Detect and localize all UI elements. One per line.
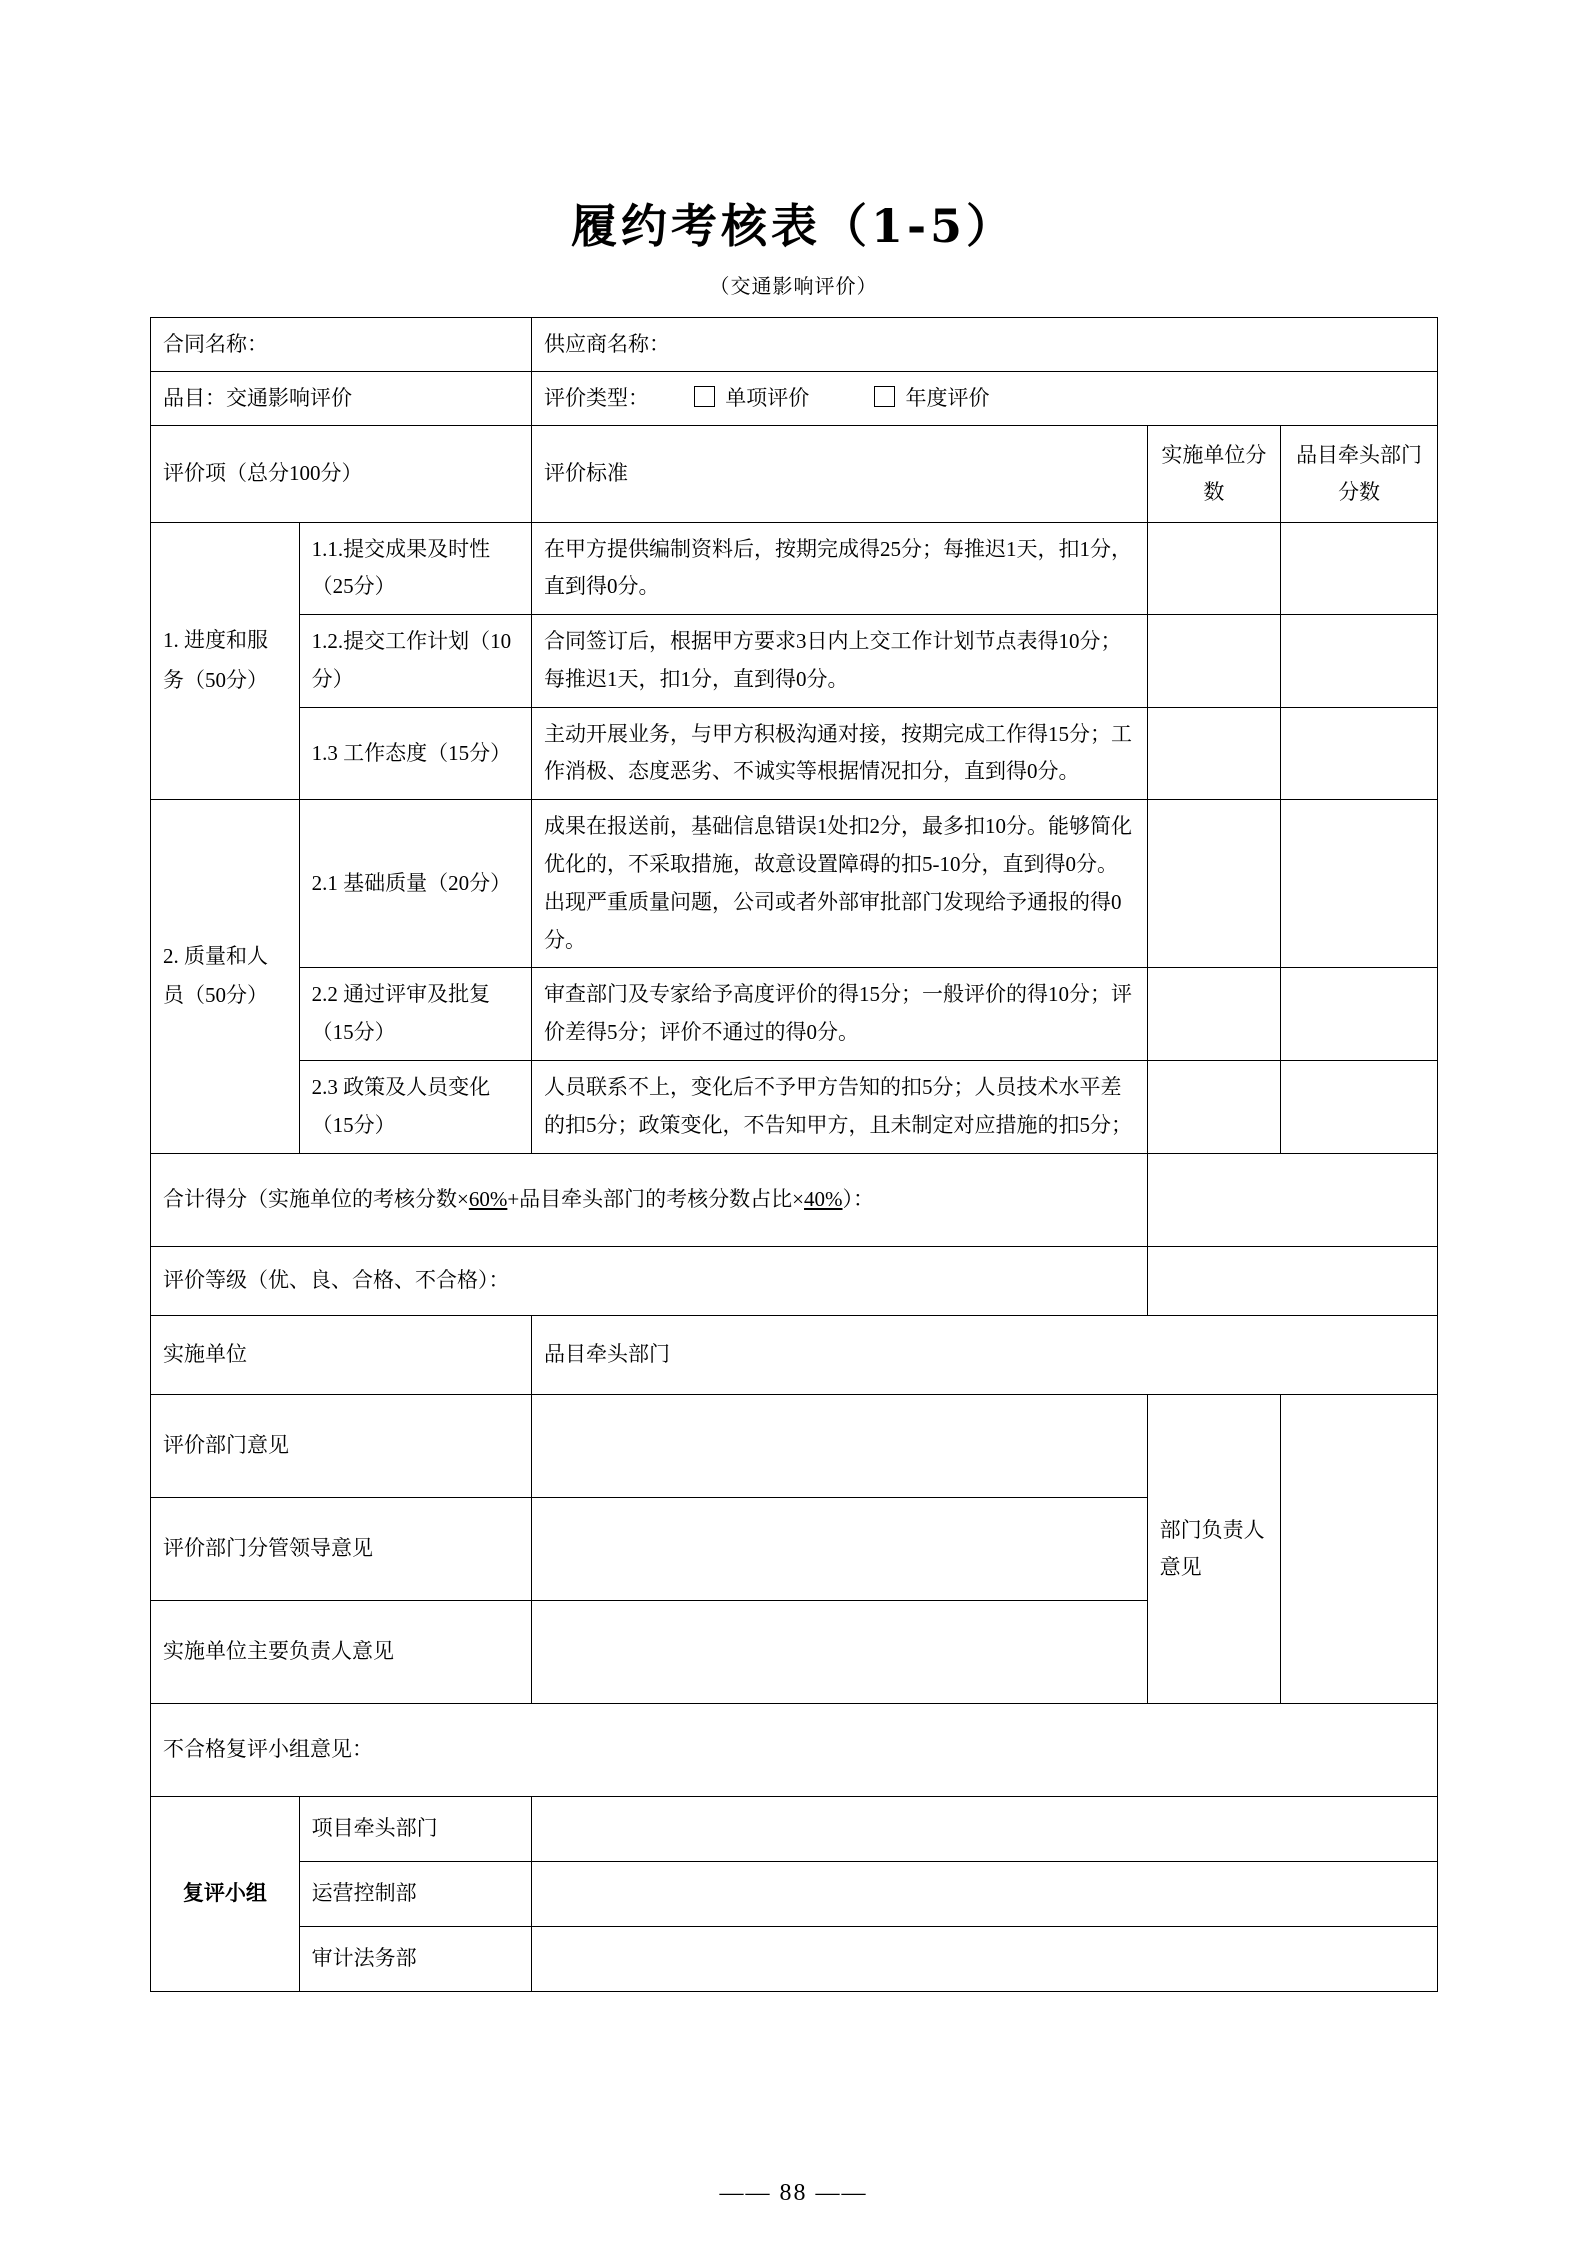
score-cell-impl[interactable]: [1147, 1061, 1281, 1154]
col-header-lead-dept-score: 品目牵头部门分数: [1281, 425, 1438, 522]
review-member-1-signature[interactable]: [531, 1796, 1437, 1861]
score-cell-lead[interactable]: [1281, 615, 1438, 708]
review-member-2: 运营控制部: [299, 1861, 531, 1926]
section-2-item-3-standard: 人员联系不上，变化后不予甲方告知的扣5分；人员技术水平差的扣5分；政策变化，不告知甲方，且未制定对应措施的扣5分；: [531, 1061, 1147, 1154]
fail-review-label: 不合格复评小组意见：: [151, 1703, 1438, 1796]
col-header-impl-unit-score: 实施单位分数: [1147, 425, 1281, 522]
review-member-3-signature[interactable]: [531, 1926, 1437, 1991]
table-row: [151, 800, 1438, 968]
eval-type-cell: [531, 371, 1437, 425]
section-2-item-2-label: 2.2 通过评审及批复（15分）: [299, 968, 531, 1061]
opinion-value-eval-dept-leader[interactable]: [531, 1497, 1147, 1600]
score-cell-impl[interactable]: [1147, 968, 1281, 1061]
section-2-item-1-label: 2.1 基础质量（20分）: [299, 800, 531, 968]
table-row: [151, 522, 1438, 615]
supplier-name-label: 供应商名称：: [531, 318, 1437, 372]
table-row: [151, 968, 1438, 1061]
table-row: [151, 615, 1438, 708]
page-number: —— 88 ——: [719, 2180, 868, 2206]
total-score-weight-lead: 40%: [804, 1187, 843, 1212]
table-header-row: [151, 425, 1438, 522]
grade-value[interactable]: [1147, 1246, 1437, 1315]
grade-label: 评价等级（优、良、合格、不合格）：: [151, 1246, 1148, 1315]
opinion-label-eval-dept: 评价部门意见: [151, 1394, 532, 1497]
assessment-table: [150, 317, 1438, 1992]
score-cell-lead[interactable]: [1281, 707, 1438, 800]
table-row: [151, 1861, 1438, 1926]
section-2-item-2-standard: 审查部门及专家给予高度评价的得15分；一般评价的得10分；评价差得5分；评价不通过的得0分。: [531, 968, 1147, 1061]
lead-dept-header: 品目牵头部门: [531, 1315, 1437, 1394]
table-row: [151, 1153, 1438, 1246]
score-cell-lead[interactable]: [1281, 800, 1438, 968]
review-member-2-signature[interactable]: [531, 1861, 1437, 1926]
col-header-eval-standard: 评价标准: [531, 425, 1147, 522]
table-row: [151, 1315, 1438, 1394]
table-row: [151, 1061, 1438, 1154]
total-score-value[interactable]: [1147, 1153, 1437, 1246]
table-row: [151, 1246, 1438, 1315]
section-1-item-2-standard: 合同签订后，根据甲方要求3日内上交工作计划节点表得10分；每推迟1天，扣1分，直到得0分。: [531, 615, 1147, 708]
section-1-group-label: 1. 进度和服务（50分）: [151, 522, 300, 800]
section-1-item-3-label: 1.3 工作态度（15分）: [299, 707, 531, 800]
dept-head-opinion-label: 部门负责人意见: [1147, 1394, 1281, 1703]
table-row: [151, 371, 1438, 425]
checkbox-icon[interactable]: [694, 386, 715, 407]
checkbox-icon[interactable]: [874, 386, 895, 407]
table-row: [151, 1926, 1438, 1991]
table-row: [151, 318, 1438, 372]
total-score-part-3: ）：: [842, 1187, 875, 1212]
opinion-label-impl-unit-head: 实施单位主要负责人意见: [151, 1600, 532, 1703]
opinion-label-eval-dept-leader: 评价部门分管领导意见: [151, 1497, 532, 1600]
review-member-1: 项目牵头部门: [299, 1796, 531, 1861]
total-score-part-2: +品目牵头部门的考核分数占比×: [507, 1187, 805, 1212]
col-header-eval-item: 评价项（总分100分）: [151, 425, 532, 522]
eval-type-option-annual[interactable]: [874, 380, 989, 417]
score-cell-impl[interactable]: [1147, 800, 1281, 968]
eval-type-label: 评价类型：: [543, 385, 649, 410]
section-2-group-label: 2. 质量和人员（50分）: [151, 800, 300, 1153]
eval-type-option-single-label: 单项评价: [725, 385, 810, 410]
opinion-value-impl-unit-head[interactable]: [531, 1600, 1147, 1703]
score-cell-lead[interactable]: [1281, 968, 1438, 1061]
score-cell-impl[interactable]: [1147, 522, 1281, 615]
score-cell-lead[interactable]: [1281, 1061, 1438, 1154]
opinion-value-eval-dept[interactable]: [531, 1394, 1147, 1497]
table-row: [151, 1394, 1438, 1497]
section-1-item-1-standard: 在甲方提供编制资料后，按期完成得25分；每推迟1天，扣1分，直到得0分。: [531, 522, 1147, 615]
section-1-item-1-label: 1.1.提交成果及时性（25分）: [299, 522, 531, 615]
table-row: [151, 1796, 1438, 1861]
section-2-item-1-standard: 成果在报送前，基础信息错误1处扣2分，最多扣10分。能够简化优化的，不采取措施，故意设置障碍的扣5-10分，直到得0分。出现严重质量问题，公司或者外部审批部门发现给予通报的得0分。: [531, 800, 1147, 968]
score-cell-impl[interactable]: [1147, 615, 1281, 708]
item-label: 品目：交通影响评价: [151, 371, 532, 425]
score-cell-impl[interactable]: [1147, 707, 1281, 800]
table-row: [151, 1703, 1438, 1796]
total-score-part-1: 合计得分（实施单位的考核分数×: [163, 1187, 469, 1212]
section-1-item-2-label: 1.2.提交工作计划（10分）: [299, 615, 531, 708]
page-title: 履约考核表（1-5）: [570, 199, 1017, 253]
total-score-weight-impl: 60%: [468, 1187, 508, 1212]
score-cell-lead[interactable]: [1281, 522, 1438, 615]
contract-name-label: 合同名称：: [151, 318, 532, 372]
dept-head-opinion-value[interactable]: [1281, 1394, 1438, 1703]
impl-unit-header: 实施单位: [151, 1315, 532, 1394]
review-group-label: 复评小组: [151, 1796, 300, 1991]
page-subtitle: （交通影响评价）: [709, 276, 878, 298]
eval-type-option-single[interactable]: [694, 380, 809, 417]
table-row: [151, 707, 1438, 800]
section-2-item-3-label: 2.3 政策及人员变化（15分）: [299, 1061, 531, 1154]
section-1-item-3-standard: 主动开展业务，与甲方积极沟通对接，按期完成工作得15分；工作消极、态度恶劣、不诚实等根据情况扣分，直到得0分。: [531, 707, 1147, 800]
total-score-label: [151, 1153, 1148, 1246]
review-member-3: 审计法务部: [299, 1926, 531, 1991]
eval-type-option-annual-label: 年度评价: [905, 385, 990, 410]
